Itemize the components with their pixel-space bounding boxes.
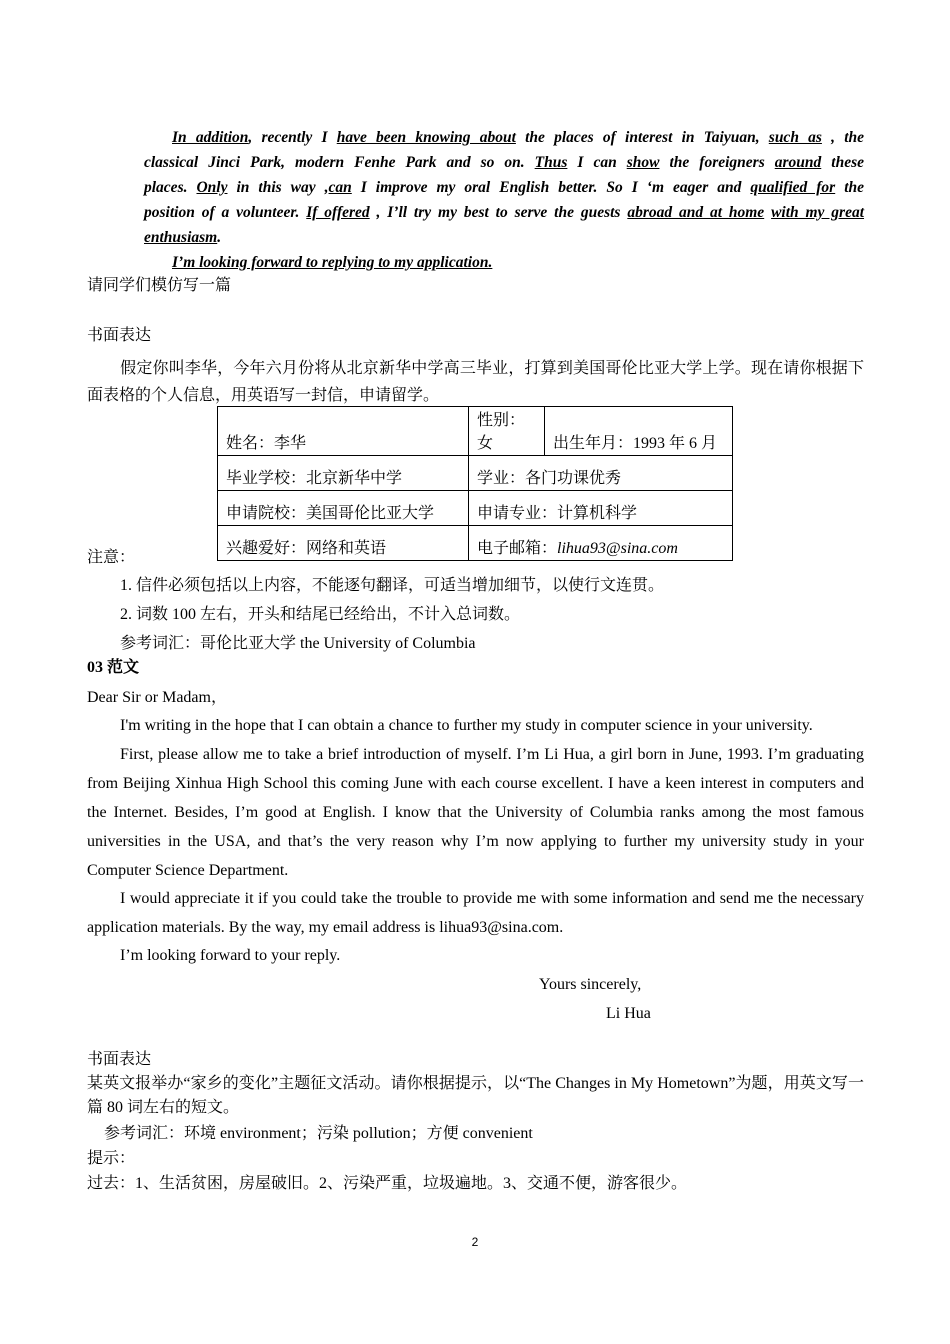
phrase-enthusiasm: enthusiasm (144, 229, 218, 246)
task2-description: 某英文报举办“家乡的变化”主题征文活动。请你根据提示，以“The Changes in My Hometown”为题，用英文写一篇 80 词左右的短文。 (87, 1075, 864, 1116)
sample-closing-line (144, 250, 864, 275)
task2-heading: 书面表达 (87, 1051, 152, 1068)
text: the (835, 179, 865, 196)
letter-paragraph-3 (87, 884, 864, 942)
phrase-have-been-knowing: have been knowing about (336, 129, 516, 146)
cell-hobby: 兴趣爱好：网络和英语 (218, 526, 469, 561)
notes-title: 注意： (87, 549, 136, 566)
task1-heading: 书面表达 (87, 327, 152, 344)
page-number: 2 (471, 1235, 479, 1249)
text: places. (144, 179, 197, 196)
letter-paragraph-2-text: First, please allow me to take a brief introduction of myself. I’m Li Hua, a girl born in June, 1993. I’m graduating from Beijing Xinhua High School this coming June with each course excellent. I have a keen interest in computers and the Internet. Besides, I’m good at English. I know that the University of Columbia ranks among the most famous universities in the USA, and that’s the very reason why I’m now applying to further my university study in your Computer Science Department. (87, 746, 864, 879)
sample-line-3 (144, 175, 864, 200)
letter-signoff: Yours sincerely, (539, 976, 642, 993)
phrase-qualified-for: qualified for (750, 179, 836, 196)
note-2: 2. 词数 100 左右，开头和结尾已经给出，不计入总词数。 (120, 606, 521, 623)
vocab-note: 参考词汇：哥伦比亚大学 the University of Columbia (120, 635, 476, 652)
phrase-around: around (774, 154, 822, 171)
phrase-thus: Thus (534, 154, 568, 171)
phrase-show: show (626, 154, 660, 171)
phrase-can: can (328, 179, 352, 196)
text: , I’ll try my best to serve the guests (369, 204, 628, 221)
table-row (218, 491, 733, 526)
text: , the (821, 129, 865, 146)
cell-email (469, 526, 733, 561)
table-row (218, 526, 733, 561)
sample-closing: I’m looking forward to replying to my application. (172, 254, 493, 271)
task2-vocab: 参考词汇：环境 environment；污染 pollution；方便 convenient (104, 1125, 533, 1142)
cell-grades: 学业：各门功课优秀 (469, 456, 733, 491)
model-title: 03 范文 (87, 659, 140, 676)
letter-paragraph-1-text: I'm writing in the hope that I can obtain a chance to further my study in computer science in your university. (120, 717, 813, 734)
sample-line-2 (144, 150, 864, 175)
sample-line-5 (144, 225, 864, 250)
imitate-prompt: 请同学们模仿写一篇 (87, 277, 232, 294)
task1-description (87, 355, 864, 409)
sample-essay-paragraph (144, 125, 864, 275)
letter-paragraph-1 (87, 711, 864, 740)
phrase-such-as: such as (768, 129, 822, 146)
text: classical Jinci Park, modern Fenhe Park and so on. (144, 154, 535, 171)
cell-name: 姓名：李华 (218, 407, 469, 456)
note-1: 1. 信件必须包括以上内容，不能逐句翻译，可适当增加细节，以使行文连贯。 (120, 577, 665, 594)
cell-gender: 性别：女 (469, 407, 545, 456)
email-value: lihua93@sina.com (557, 540, 678, 557)
phrase-only: Only (196, 179, 228, 196)
sample-line-4 (144, 200, 864, 225)
text: the places of interest in Taiyuan, (515, 129, 769, 146)
email-label: 电子邮箱： (477, 540, 558, 557)
text: , recently I (248, 129, 337, 146)
letter-paragraph-4 (87, 941, 864, 970)
text: . (217, 229, 222, 246)
text: position of a volunteer. (144, 204, 307, 221)
sample-line-1 (144, 125, 864, 150)
table-row (218, 407, 733, 456)
cell-major: 申请专业：计算机科学 (469, 491, 733, 526)
hint-past: 过去：1、生活贫困，房屋破旧。2、污染严重，垃圾遍地。3、交通不便，游客很少。 (87, 1175, 688, 1192)
phrase-with-my-great: with my great (771, 204, 865, 221)
cell-school: 毕业学校：北京新华中学 (218, 456, 469, 491)
phrase-abroad-and-at-home: abroad and at home (627, 204, 765, 221)
text: I can (567, 154, 627, 171)
text: these (821, 154, 864, 171)
hint-title: 提示： (87, 1150, 136, 1167)
phrase-if-offered: If offered (306, 204, 370, 221)
text: I improve my oral English better. So I ‘m eager and (351, 179, 751, 196)
letter-paragraph-3-text: I would appreciate it if you could take the trouble to provide me with some information and send me the necessary application materials. By the way, my email address is lihua93@sina.com. (87, 890, 864, 936)
letter-greeting: Dear Sir or Madam， (87, 689, 227, 706)
text: the foreigners (659, 154, 775, 171)
cell-birth: 出生年月：1993 年 6 月 (545, 407, 733, 456)
letter-signature: Li Hua (606, 1005, 651, 1022)
cell-apply-school: 申请院校：美国哥伦比亚大学 (218, 491, 469, 526)
text: in this way , (227, 179, 329, 196)
letter-paragraph-2 (87, 740, 864, 885)
letter-paragraph-4-text: I’m looking forward to your reply. (120, 947, 341, 964)
table-row (218, 456, 733, 491)
task1-description-text: 假定你叫李华，今年六月份将从北京新华中学高三毕业，打算到美国哥伦比亚大学上学。现在请你根据下面表格的个人信息，用英语写一封信，申请留学。 (87, 360, 864, 404)
personal-info-table (217, 406, 733, 561)
phrase-in-addition: In addition (172, 129, 249, 146)
